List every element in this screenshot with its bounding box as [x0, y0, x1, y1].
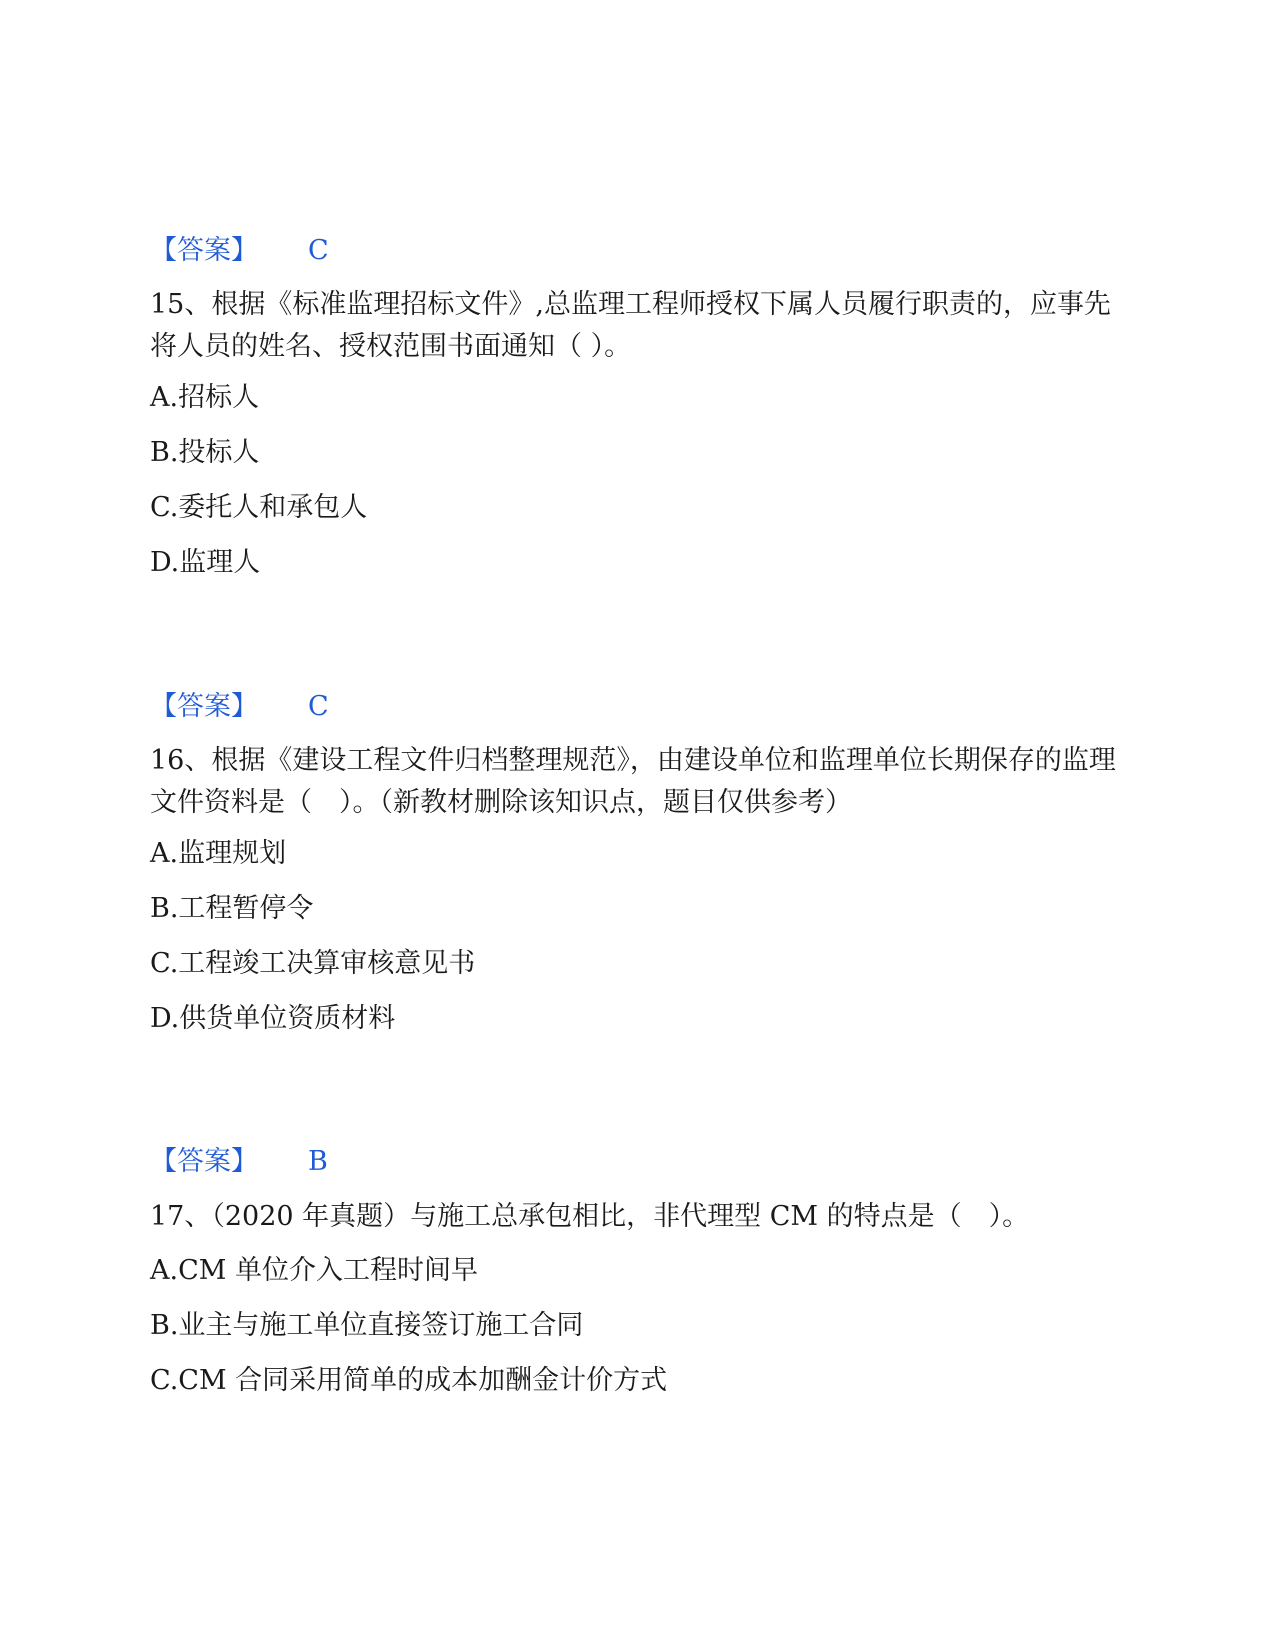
- answer-line-15: [150, 689, 329, 725]
- question-15-text: 15、根据《标准监理招标文件》,总监理工程师授权下属人员履行职责的，应事先将人员的姓名、授权范围书面通知（ ）。: [150, 289, 1111, 362]
- answer-line-14: [150, 233, 329, 269]
- question-17-text: 17、（2020 年真题）与施工总承包相比，非代理型 CM 的特点是（ ）。: [150, 1201, 1030, 1232]
- question-16-option-d: D.供货单位资质材料: [150, 1003, 396, 1034]
- answer-label: 【答案】: [150, 1146, 258, 1177]
- question-16-option-b: B.工程暂停令: [150, 893, 314, 924]
- question-16-text: 16、根据《建设工程文件归档整理规范》，由建设单位和监理单位长期保存的监理文件资料是（ ）。（新教材删除该知识点，题目仅供参考）: [150, 745, 1116, 818]
- answer-label: 【答案】: [150, 691, 258, 722]
- question-17-option-c: C.CM 合同采用简单的成本加酬金计价方式: [150, 1365, 668, 1396]
- question-15-option-c: C.委托人和承包人: [150, 492, 368, 523]
- question-16-option-c: C.工程竣工决算审核意见书: [150, 948, 476, 979]
- question-15-option-d: D.监理人: [150, 547, 261, 578]
- question-16-option-a: A.监理规划: [150, 838, 287, 869]
- answer-value: C: [308, 691, 329, 722]
- answer-value: C: [308, 235, 329, 266]
- answer-label: 【答案】: [150, 235, 258, 266]
- question-17-option-a: A.CM 单位介入工程时间早: [150, 1255, 478, 1286]
- answer-value: B: [308, 1146, 328, 1177]
- question-17-option-b: B.业主与施工单位直接签订施工合同: [150, 1310, 584, 1341]
- question-15-option-a: A.招标人: [150, 382, 260, 413]
- answer-line-16: [150, 1144, 328, 1180]
- question-15-option-b: B.投标人: [150, 437, 260, 468]
